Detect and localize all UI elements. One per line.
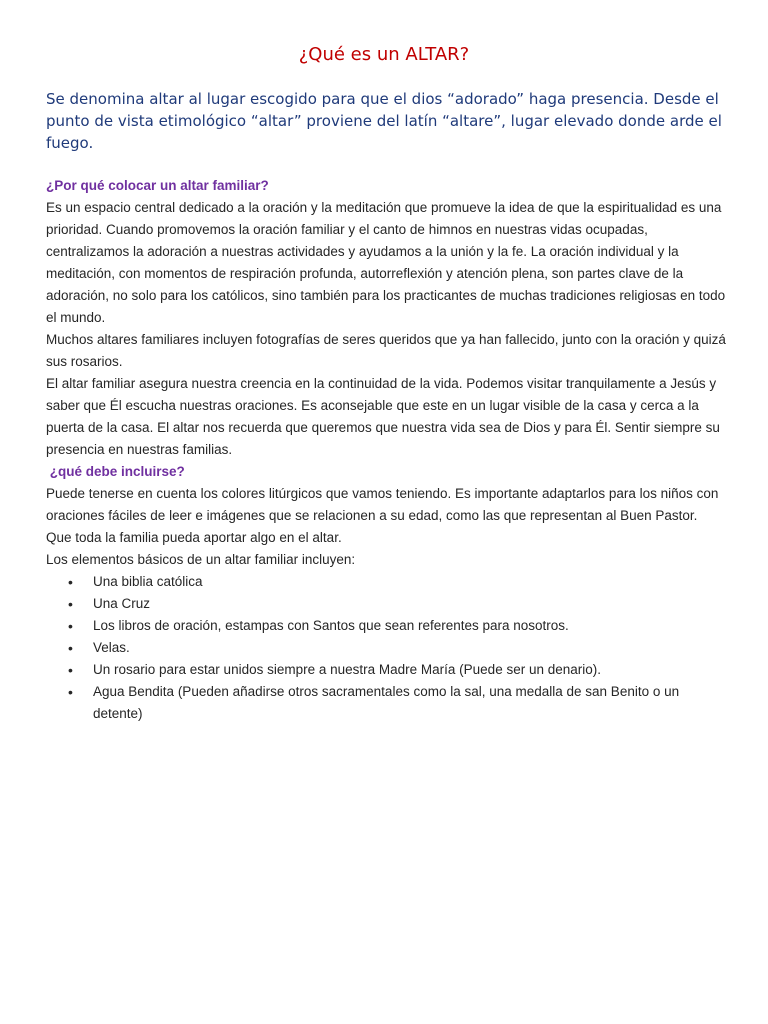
list-item-text: Los libros de oración, estampas con Santos que sean referentes para nosotros. bbox=[93, 618, 569, 633]
bullet-icon: • bbox=[68, 574, 73, 590]
paragraph: Los elementos básicos de un altar familiar incluyen: bbox=[46, 552, 356, 567]
bullet-icon: • bbox=[68, 618, 73, 634]
list-item bbox=[46, 659, 726, 681]
paragraph: Muchos altares familiares incluyen fotografías de seres queridos que ya han fallecido, junto con la oración y quizá sus rosarios. bbox=[46, 332, 726, 369]
bullet-icon: • bbox=[68, 662, 73, 678]
bullet-icon: • bbox=[68, 640, 73, 656]
bullet-icon: • bbox=[68, 684, 73, 700]
bullet-icon: • bbox=[68, 596, 73, 612]
page-title: ¿Qué es un ALTAR? bbox=[298, 44, 470, 65]
list-item-text: Una biblia católica bbox=[93, 574, 203, 589]
list-item-text: Una Cruz bbox=[93, 596, 151, 611]
list-item-text: Un rosario para estar unidos siempre a nuestra Madre María (Puede ser un denario). bbox=[93, 662, 602, 677]
paragraph: Es un espacio central dedicado a la oración y la meditación que promueve la idea de que la espiritualidad es una prioridad. Cuando promovemos la oración familiar y el canto de himnos en nuestras vidas ocupadas, centralizamos la adoración a nuestras actividades y ayudamos a la unión y la fe. La oración individual y la meditación, con momentos de respiración profunda, autorreflexión y atención plena, son partes clave de la adoración, no solo para los católicos, sino también para los practicantes de muchas tradiciones religiosas en todo el mundo. bbox=[46, 200, 726, 325]
list-item bbox=[46, 615, 726, 637]
list-item bbox=[46, 637, 726, 659]
paragraph: El altar familiar asegura nuestra creencia en la continuidad de la vida. Podemos visitar tranquilamente a Jesús y saber que Él escucha nuestras oraciones. Es aconsejable que este en un lugar visible de la casa y cerca a la puerta de la casa. El altar nos recuerda que queremos que nuestra vida sea de Dios y para Él. Sentir siempre su presencia en nuestras familias. bbox=[46, 376, 720, 457]
list-item-text: Velas. bbox=[93, 640, 130, 655]
list-item bbox=[46, 593, 726, 615]
intro-paragraph: Se denomina altar al lugar escogido para que el dios “adorado” haga presencia. Desde el punto de vista etimológico “altar” proviene del latín “altare”, lugar elevado donde arde el fuego. bbox=[46, 90, 722, 152]
section-heading-what: ¿qué debe incluirse? bbox=[46, 464, 185, 479]
list-item bbox=[46, 681, 726, 725]
list-item-text: Agua Bendita (Pueden añadirse otros sacramentales como la sal, una medalla de san Benito o un detente) bbox=[93, 684, 680, 721]
elements-list bbox=[46, 571, 726, 725]
list-item bbox=[46, 571, 726, 593]
paragraph: Puede tenerse en cuenta los colores litúrgicos que vamos teniendo. Es importante adaptarlos para los niños con oraciones fáciles de leer e imágenes que se relacionen a su edad, como las que representan al Buen Pastor. Que toda la familia pueda aportar algo en el altar. bbox=[46, 486, 719, 545]
section-heading-why: ¿Por qué colocar un altar familiar? bbox=[46, 178, 269, 193]
document-body bbox=[46, 175, 726, 725]
